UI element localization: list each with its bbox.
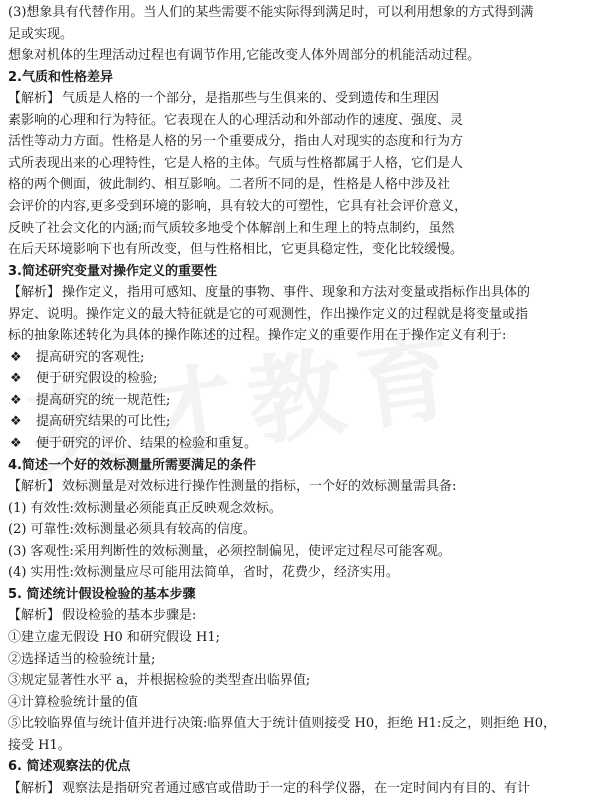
text-line [8, 197, 594, 217]
text-line [8, 412, 594, 432]
analysis-tag: 【解析】 [8, 91, 61, 107]
text-line [8, 563, 594, 583]
analysis-tag: 【解析】 [8, 285, 61, 301]
line-text: 3.简述研究变量对操作定义的重要性 [8, 263, 217, 279]
text-line [8, 391, 594, 411]
line-text: 格的两个侧面，彼此制约、相互影响。二者所不同的是，性格是人格中涉及社 [8, 177, 451, 193]
text-line [8, 132, 594, 152]
line-text: 6. 简述观察法的优点 [8, 759, 131, 775]
text-line [8, 628, 594, 648]
line-text: 反映了社会文化的内涵;而气质较多地受个体解剖上和生理上的特点制约，虽然 [8, 220, 455, 236]
bullet-icon: ❖ [10, 436, 22, 451]
text-line [8, 542, 594, 562]
line-text: 提高研究结果的可比性; [36, 414, 171, 430]
text-line [8, 283, 594, 303]
analysis-tag: 【解析】 [8, 608, 61, 624]
line-text: ②选择适当的检验统计量; [8, 651, 156, 667]
line-text: ④计算检验统计量的值 [8, 694, 139, 710]
line-text: (3)想象具有代替作用。当人们的某些需要不能实际得到满足时，可以利用想象的方式得到满 [8, 5, 534, 20]
text-line [8, 305, 594, 325]
line-text: 提高研究的统一规范性; [36, 392, 171, 408]
line-text: 接受 H1。 [8, 737, 71, 753]
line-text: 素影响的心理和行为特征。它表现在人的心理活动和外部动作的速度、强度、灵 [8, 112, 464, 128]
section-heading [8, 262, 594, 282]
line-text: 提高研究的客观性; [36, 349, 145, 365]
section-heading [8, 456, 594, 476]
line-text: (4) 实用性:效标测量应尽可能用法简单，省时，花费少，经济实用。 [8, 565, 399, 581]
text-line [8, 650, 594, 670]
text-line [8, 477, 594, 497]
text-line [8, 326, 594, 346]
bullet-icon: ❖ [10, 392, 22, 408]
bullet-icon: ❖ [10, 371, 22, 387]
line-text: 便于研究假设的检验; [36, 371, 158, 387]
text-line [8, 693, 594, 713]
text-line [8, 175, 594, 195]
text-line [8, 240, 594, 260]
analysis-tag: 【解析】 [8, 479, 61, 495]
text-line [8, 736, 594, 756]
text-line [8, 520, 594, 540]
line-text: 在后天环境影响下也有所改变，但与性格相比，它更具稳定性，变化比较缓慢。 [8, 242, 464, 258]
line-text: 便于研究的评价、结果的检验和重复。 [36, 436, 258, 451]
line-text: 4.简述一个好的效标测量所需要满足的条件 [8, 457, 256, 473]
line-text: 足或实现。 [8, 26, 74, 42]
line-text: 操作定义，指用可感知、度量的事物、事件、现象和方法对变量或指标作出具体的 [62, 285, 531, 301]
line-text: 2.气质和性格差异 [8, 69, 113, 85]
text-line [8, 499, 594, 519]
text-line [8, 606, 594, 626]
line-text: 观察法是指研究者通过感官或借助于一定的科学仪器，在一定时间内有目的、有计 [62, 780, 531, 796]
bullet-icon: ❖ [10, 414, 22, 430]
line-text: 标的抽象陈述转化为具体的操作陈述的过程。操作定义的重要作用在于操作定义有利于: [8, 328, 507, 344]
line-text: 效标测量是对效标进行操作性测量的指标，一个好的效标测量需具备: [62, 479, 457, 495]
text-line [8, 89, 594, 109]
text-line [8, 714, 594, 734]
text-line [8, 348, 594, 368]
text-line [8, 779, 594, 799]
line-text: 5. 简述统计假设检验的基本步骤 [8, 586, 196, 602]
text-line [8, 46, 594, 66]
line-text: 式所表现出来的心理特性，它是人格的主体。气质与性格都属于人格，它们是人 [8, 155, 464, 171]
text-line [8, 671, 594, 691]
text-line [8, 3, 594, 23]
section-heading [8, 757, 594, 777]
text-line [8, 154, 594, 174]
line-text: (2) 可靠性:效标测量必须具有较高的信度。 [8, 522, 256, 538]
section-heading [8, 68, 594, 88]
line-text: 活性等动力方面。性格是人格的另一个重要成分，指由人对现实的态度和行为方 [8, 134, 464, 150]
section-heading [8, 585, 594, 605]
line-text: 假设检验的基本步骤是: [62, 608, 197, 624]
line-text: ③规定显著性水平 a，并根据检验的类型查出临界值; [8, 673, 311, 689]
line-text: ⑤比较临界值与统计值并进行决策:临界值大于统计值则接受 H0，拒绝 H1:反之，则拒绝 H0， [8, 716, 556, 732]
line-text: (3) 客观性:采用判断性的效标测量，必须控制偏见，使评定过程尽可能客观。 [8, 543, 451, 559]
line-text: 会评价的内容,更多受到环境的影响，具有较大的可塑性，它具有社会评价意义， [8, 198, 468, 214]
line-text: (1) 有效性:效标测量必须能真正反映观念效标。 [8, 500, 282, 516]
line-text: ①建立虚无假设 H0 和研究假设 H1; [8, 629, 220, 645]
text-line [8, 219, 594, 239]
text-line [8, 369, 594, 389]
text-line [8, 111, 594, 131]
line-text: 界定、说明。操作定义的最大特征就是它的可观测性，作出操作定义的过程就是将变量或指 [8, 306, 529, 322]
text-line [8, 434, 594, 454]
analysis-tag: 【解析】 [8, 780, 61, 796]
text-line [8, 25, 594, 45]
line-text: 想象对机体的生理活动过程也有调节作用,它能改变人体外周部分的机能活动过程。 [8, 48, 481, 64]
bullet-icon: ❖ [10, 349, 22, 365]
line-text: 气质是人格的一个部分，是指那些与生俱来的、受到遗传和生理因 [62, 91, 440, 107]
